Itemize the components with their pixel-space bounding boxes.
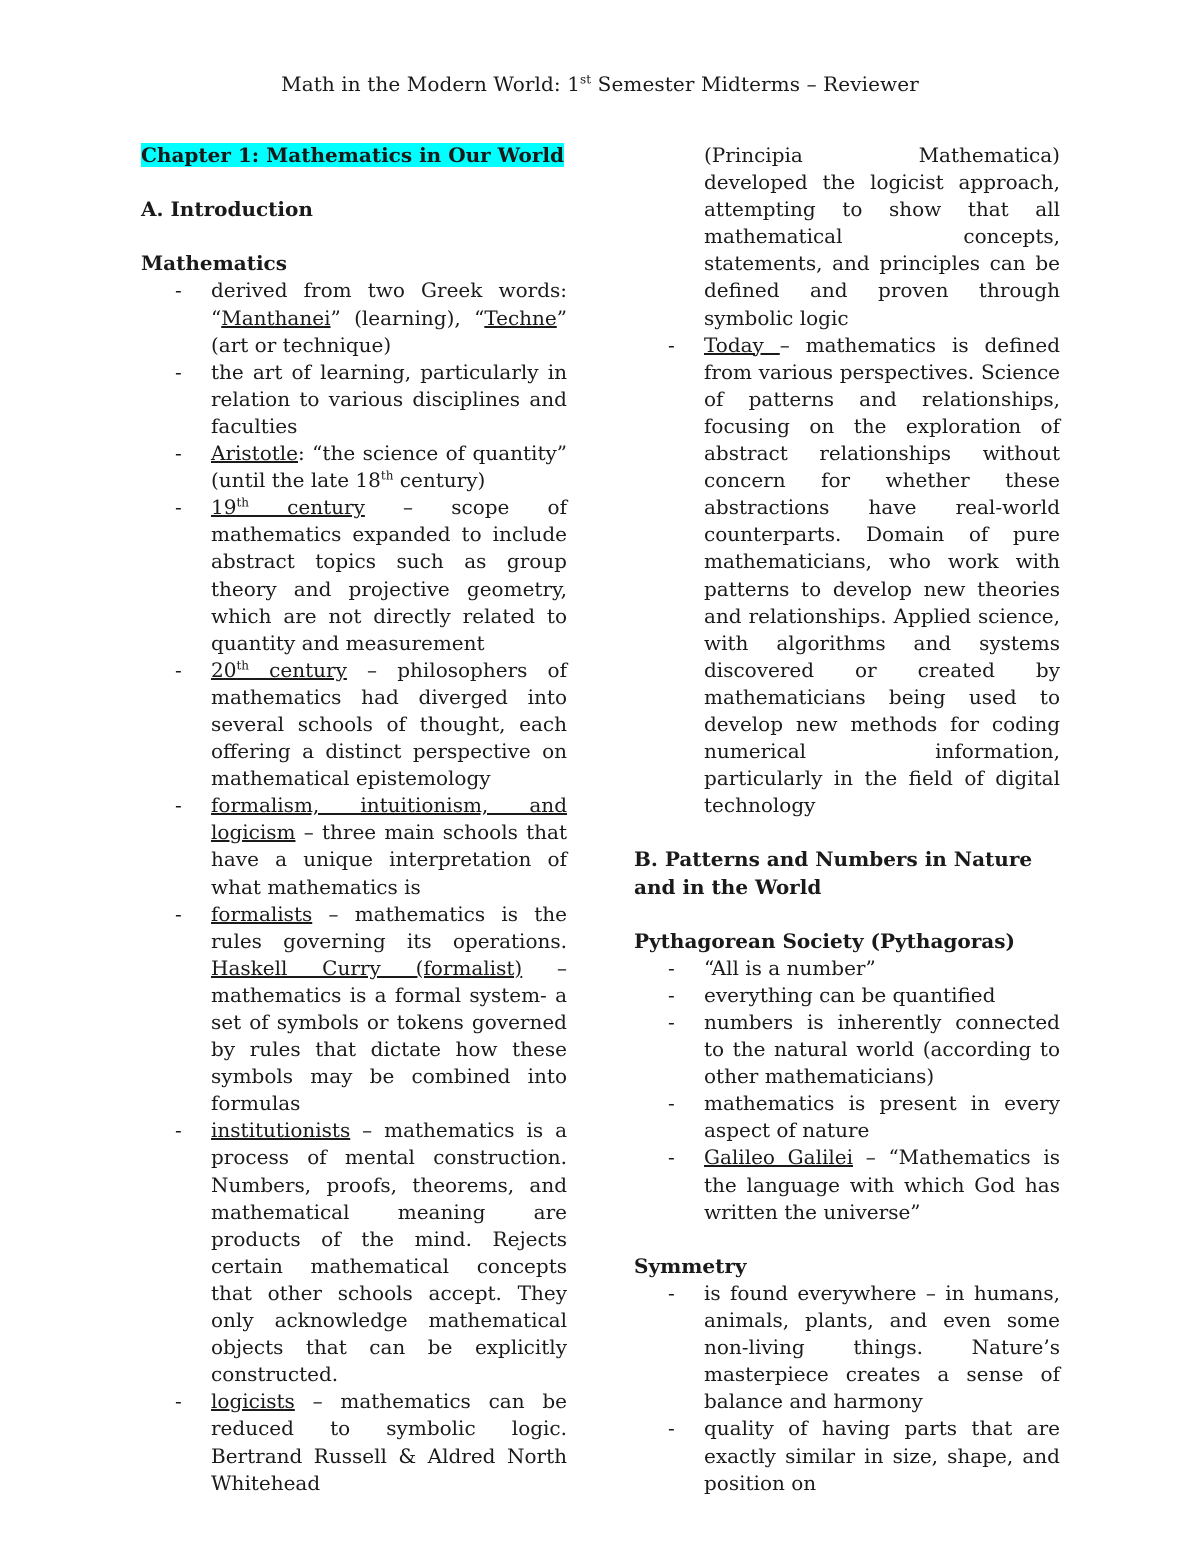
mathematics-list-continued — [634, 332, 1060, 820]
list-item: - 19th century – scope of mathematics expanded to include abstract topics such as group theory and projective geometry, which are not directly related to quantity and measurement — [211, 494, 567, 657]
list-item: - institutionists – mathematics is a process of mental construction. Numbers, proofs, theorems, and mathematical meaning are products of the mind. Rejects certain mathematical concepts that other schools accept. They only acknowledge mathematical objects that can be explicitly constructed. — [211, 1117, 567, 1388]
pythagorean-list — [634, 955, 1060, 1226]
symmetry-list — [634, 1280, 1060, 1497]
section-b-title: B. Patterns and Numbers in Nature and in the World — [634, 847, 1033, 899]
list-item: - logicists – mathematics can be reduced to symbolic logic. Bertrand Russell & Aldred North Whitehead — [211, 1388, 567, 1496]
list-item: - derived from two Greek words: “Manthanei” (learning), “Techne” (art or technique) — [211, 277, 567, 358]
right-column — [634, 142, 1060, 1497]
left-column — [141, 142, 567, 1497]
list-item: - is found everywhere – in humans, animals, plants, and even some non-living things. Nature’s masterpiece creates a sense of balance and harmony — [704, 1280, 1060, 1415]
list-item: - Galileo Galilei – “Mathematics is the language with which God has written the universe” — [704, 1144, 1060, 1225]
symmetry-title: Symmetry — [634, 1253, 747, 1278]
list-item: - Aristotle: “the science of quantity” (until the late 18th century) — [211, 440, 567, 494]
list-item: - quality of having parts that are exactly similar in size, shape, and position on — [704, 1415, 1060, 1496]
list-item: - mathematics is present in every aspect of nature — [704, 1090, 1060, 1144]
list-item: - Today – mathematics is defined from various perspectives. Science of patterns and relationships, focusing on the exploration of abstract relationships without concern for whether these abstractions have real-world counterparts. Domain of pure mathematicians, who work with patterns to develop new theories and relationships. Applied science, with algorithms and systems discovered or created by mathematicians being used to develop new methods for coding numerical information, particularly in the field of digital technology — [704, 332, 1060, 820]
mathematics-list — [141, 277, 567, 1496]
mathematics-title: Mathematics — [141, 251, 287, 276]
chapter-title-row — [141, 142, 567, 169]
chapter-title: Chapter 1: Mathematics in Our World — [141, 143, 564, 167]
list-item: - formalists – mathematics is the rules governing its operations. Haskell Curry (formalist) – mathematics is a formal system- a set of symbols or tokens governed by rules that dictate how these symbols may be combined into formulas — [211, 901, 567, 1118]
list-item: - 20th century – philosophers of mathematics had diverged into several schools of thought, each offering a distinct perspective on mathematical epistemology — [211, 657, 567, 792]
page-header — [0, 72, 1200, 96]
header-title-prefix: Math in the Modern World: 1 — [281, 72, 581, 96]
pythagorean-title: Pythagorean Society (Pythagoras) — [634, 928, 1015, 953]
list-item: - the art of learning, particularly in relation to various disciplines and faculties — [211, 359, 567, 440]
list-item-continuation: (Principia Mathematica) developed the logicist approach, attempting to show that all mathematical concepts, statements, and principles can be defined and proven through symbolic logic — [704, 143, 1060, 330]
list-item: - “All is a number” — [704, 955, 1060, 982]
header-title-suffix: Semester Midterms – Reviewer — [591, 72, 919, 96]
list-item: - numbers is inherently connected to the natural world (according to other mathematicians) — [704, 1009, 1060, 1090]
header-title-sup: st — [580, 72, 592, 87]
list-item: - everything can be quantified — [704, 982, 1060, 1009]
list-item: - formalism, intuitionism, and logicism – three main schools that have a unique interpretation of what mathematics is — [211, 792, 567, 900]
section-a-title: A. Introduction — [141, 197, 313, 222]
